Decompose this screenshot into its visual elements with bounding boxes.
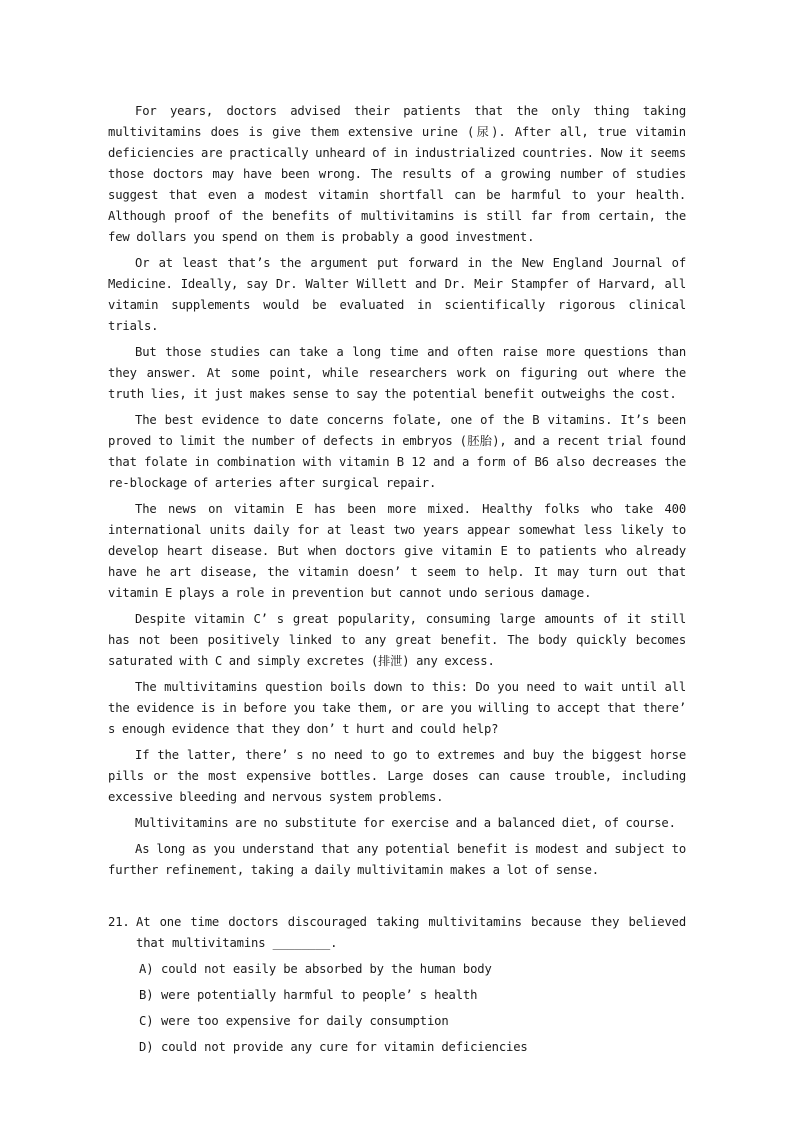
option-b	[139, 985, 686, 1006]
option-a	[139, 959, 686, 980]
passage-paragraph-10: As long as you understand that any potential benefit is modest and subject to further refinement, taking a daily multivitamin makes a lot of sense.	[108, 842, 686, 877]
answer-options	[139, 959, 686, 1058]
passage-paragraph-8: If the latter, there’ s no need to go to extremes and buy the biggest horse pills or the most expensive bottles. Large doses can cause trouble, including excessive bleeding and nervous system problems.	[108, 748, 686, 804]
passage-paragraph-1: For years, doctors advised their patients that the only thing taking multivitamins does is give them extensive urine (尿). After all, true vitamin deficiencies are practically unheard of in industrialized countries. Now it seems those doctors may have been wrong. The results of a growing number of studies suggest that even a modest vitamin shortfall can be harmful to your health. Although proof of the benefits of multivitamins is still far from certain, the few dollars you spend on them is probably a good investment.	[108, 104, 686, 244]
option-letter: A)	[139, 962, 154, 976]
passage-paragraph-9: Multivitamins are no substitute for exercise and a balanced diet, of course.	[135, 816, 676, 830]
option-text: could not easily be absorbed by the human body	[161, 962, 492, 976]
question-21	[108, 912, 686, 1058]
passage-paragraph-4: The best evidence to date concerns folate, one of the B vitamins. It’s been proved to limit the number of defects in embryos (胚胎), and a recent trial found that folate in combination with vitamin B 12 and a form of B6 also decreases the re-blockage of arteries after surgical repair.	[108, 413, 686, 490]
option-text: were too expensive for daily consumption	[161, 1014, 449, 1028]
question-stem	[108, 912, 686, 954]
option-text: were potentially harmful to people’ s health	[161, 988, 478, 1002]
option-letter: C)	[139, 1014, 154, 1028]
option-d	[139, 1037, 686, 1058]
reading-passage	[108, 101, 686, 881]
document-page	[108, 101, 686, 1063]
passage-paragraph-3: But those studies can take a long time and often raise more questions than they answer. At some point, while researchers work on figuring out where the truth lies, it just makes sense to say the potential benefit outweighs the cost.	[108, 345, 686, 401]
question-number: 21.	[108, 915, 130, 929]
option-c	[139, 1011, 686, 1032]
passage-paragraph-5: The news on vitamin E has been more mixed. Healthy folks who take 400 international units daily for at least two years appear somewhat less likely to develop heart disease. But when doctors give vitamin E to patients who already have he art disease, the vitamin doesn’ t seem to help. It may turn out that vitamin E plays a role in prevention but cannot undo serious damage.	[108, 502, 686, 600]
passage-paragraph-7: The multivitamins question boils down to this: Do you need to wait until all the evidence is in before you take them, or are you willing to accept that there’ s enough evidence that they don’ t hurt and could help?	[108, 680, 686, 736]
option-letter: D)	[139, 1040, 154, 1054]
option-letter: B)	[139, 988, 154, 1002]
passage-paragraph-6: Despite vitamin C’ s great popularity, consuming large amounts of it still has not been positively linked to any great benefit. The body quickly becomes saturated with C and simply excretes (排泄) any excess.	[108, 612, 686, 668]
option-text: could not provide any cure for vitamin deficiencies	[161, 1040, 528, 1054]
question-text: At one time doctors discouraged taking multivitamins because they believed that multivitamins ________.	[136, 915, 686, 950]
passage-paragraph-2: Or at least that’s the argument put forward in the New England Journal of Medicine. Ideally, say Dr. Walter Willett and Dr. Meir Stampfer of Harvard, all vitamin supplements would be evaluated in scientifically rigorous clinical trials.	[108, 256, 686, 333]
